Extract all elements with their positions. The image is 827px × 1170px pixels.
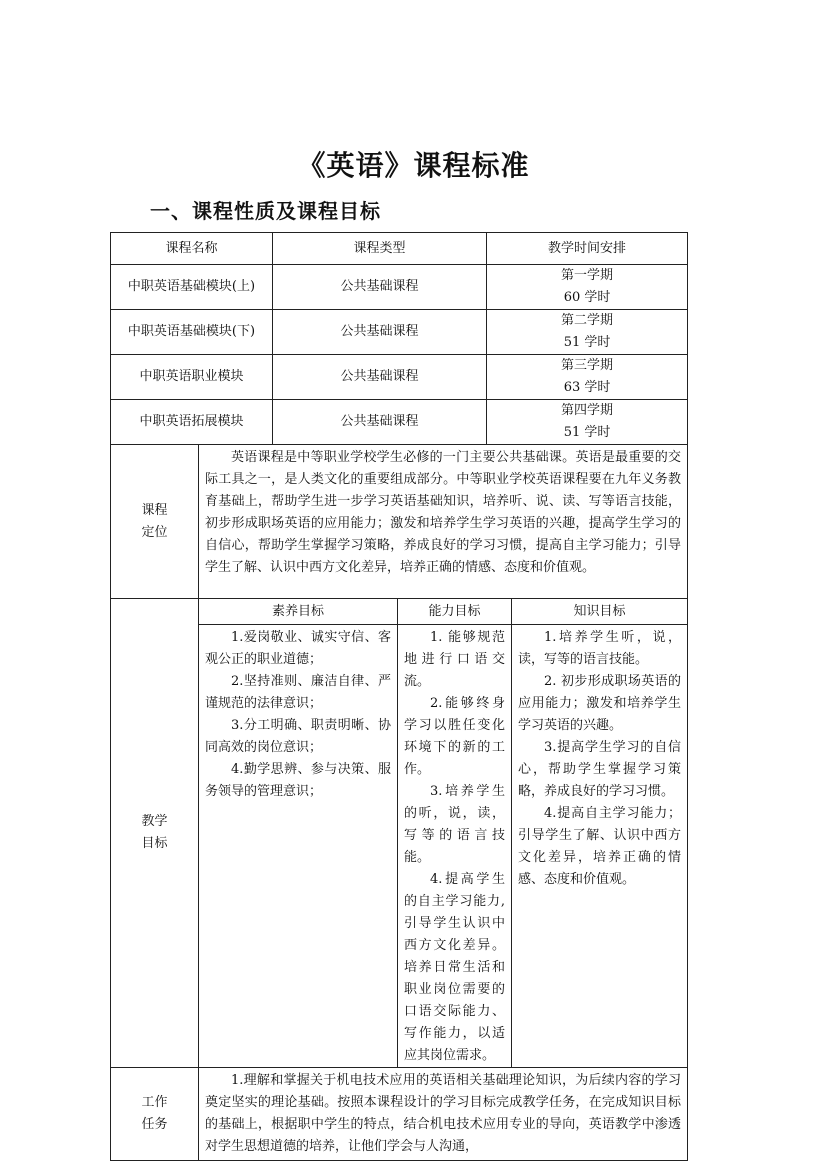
course-table xyxy=(110,232,688,1161)
course-name-cell: 中职英语基础模块(下) xyxy=(111,310,273,355)
course-name-cell: 中职英语基础模块(上) xyxy=(111,265,273,310)
tasks-text: 1.理解和掌握关于机电技术应用的英语相关基础理论知识，为后续内容的学习奠定坚实的理论基础。按照本课程设计的学习目标完成教学任务，在完成知识目标的基础上，根据职中学生的特点，结合机电技术应用专业的导向，英语教学中渗透对学生思想道德的培养，让他们学会与人沟通， xyxy=(199,1068,688,1161)
positioning-label xyxy=(111,445,199,599)
ability-goals xyxy=(398,625,512,1068)
literacy-goals xyxy=(199,625,398,1068)
goal-item: 3.提高学生学习的自信心，帮助学生掌握学习策略，养成良好的学习习惯。 xyxy=(518,740,682,799)
schedule-cell xyxy=(487,265,688,310)
knowledge-goals xyxy=(512,625,688,1068)
course-type-cell: 公共基础课程 xyxy=(273,265,487,310)
goal-item: 4.提高学生的自主学习能力,引导学生认识中西方文化差异。培养日常生活和职业岗位需要的口语交际能力、写作能力，以适应其岗位需求。 xyxy=(404,872,506,1063)
header-literacy-goal: 素养目标 xyxy=(199,599,398,625)
goal-item: 4.提高自主学习能力；引导学生了解、认识中西方文化差异，培养正确的情感、态度和价值观。 xyxy=(518,806,682,887)
label-line: 任务 xyxy=(141,1117,168,1132)
goal-item: 3.分工明确、职责明晰、协同高效的岗位意识； xyxy=(205,718,392,755)
course-type-cell: 公共基础课程 xyxy=(273,310,487,355)
schedule-cell xyxy=(487,310,688,355)
course-name-cell: 中职英语拓展模块 xyxy=(111,400,273,445)
hours-text: 51 学时 xyxy=(563,335,611,350)
term-text: 第一学期 xyxy=(561,268,614,283)
schedule-cell xyxy=(487,400,688,445)
label-line: 课程 xyxy=(141,502,168,518)
table-row xyxy=(111,355,688,400)
tasks-row xyxy=(111,1068,688,1161)
positioning-row xyxy=(111,445,688,599)
goal-item: 2. 初步形成职场英语的应用能力；激发和培养学生学习英语的兴趣。 xyxy=(518,674,682,733)
header-course-type: 课程类型 xyxy=(273,233,487,265)
label-line: 工作 xyxy=(141,1095,168,1110)
hours-text: 63 学时 xyxy=(563,380,611,395)
term-text: 第四学期 xyxy=(561,403,614,418)
table-row xyxy=(111,310,688,355)
hours-text: 60 学时 xyxy=(563,290,611,305)
label-line: 定位 xyxy=(141,524,168,540)
header-knowledge-goal: 知识目标 xyxy=(512,599,688,625)
goal-item: 3.培养学生的听，说，读，写等的语言技能。 xyxy=(404,784,506,865)
label-line: 教学 xyxy=(141,814,168,829)
goal-item: 1.爱岗敬业、诚实守信、客观公正的职业道德； xyxy=(205,630,392,667)
goal-item: 4.勤学思辨、参与决策、服务领导的管理意识； xyxy=(205,762,392,799)
table-row xyxy=(111,265,688,310)
table-row xyxy=(111,400,688,445)
course-name-cell: 中职英语职业模块 xyxy=(111,355,273,400)
term-text: 第三学期 xyxy=(561,358,614,373)
goals-label xyxy=(111,599,199,1068)
course-type-cell: 公共基础课程 xyxy=(273,400,487,445)
label-line: 目标 xyxy=(141,836,168,851)
term-text: 第二学期 xyxy=(561,313,614,328)
goals-header-row xyxy=(111,599,688,625)
header-schedule: 教学时间安排 xyxy=(487,233,688,265)
goal-item: 2.坚持准则、廉洁自律、严谨规范的法律意识； xyxy=(205,674,392,711)
hours-text: 51 学时 xyxy=(563,425,611,440)
header-ability-goal: 能力目标 xyxy=(398,599,512,625)
schedule-cell xyxy=(487,355,688,400)
table-header-row xyxy=(111,233,688,265)
course-type-cell: 公共基础课程 xyxy=(273,355,487,400)
goal-item: 2.能够终身学习以胜任变化环境下的新的工作。 xyxy=(404,696,506,777)
goal-item: 1.培养学生听，说，读，写等的语言技能。 xyxy=(518,630,682,667)
positioning-text: 英语课程是中等职业学校学生必修的一门主要公共基础课。英语是最重要的交际工具之一，是人类文化的重要组成部分。中等职业学校英语课程要在九年义务教育基础上，帮助学生进一步学习英语基础知识，培养听、说、读、写等语言技能，初步形成职场英语的应用能力；激发和培养学生学习英语的兴趣，提高学生学习的自信心，帮助学生掌握学习策略，养成良好的学习习惯，提高自主学习能力；引导学生了解、认识中西方文化差异，培养正确的情感、态度和价值观。 xyxy=(199,445,688,599)
goal-item: 1. 能够规范地进行口语交流。 xyxy=(404,630,506,689)
page-title: 《英语》课程标准 xyxy=(297,149,530,182)
tasks-label xyxy=(111,1068,199,1161)
section-heading: 一、课程性质及课程目标 xyxy=(150,199,381,223)
header-course-name: 课程名称 xyxy=(111,233,273,265)
